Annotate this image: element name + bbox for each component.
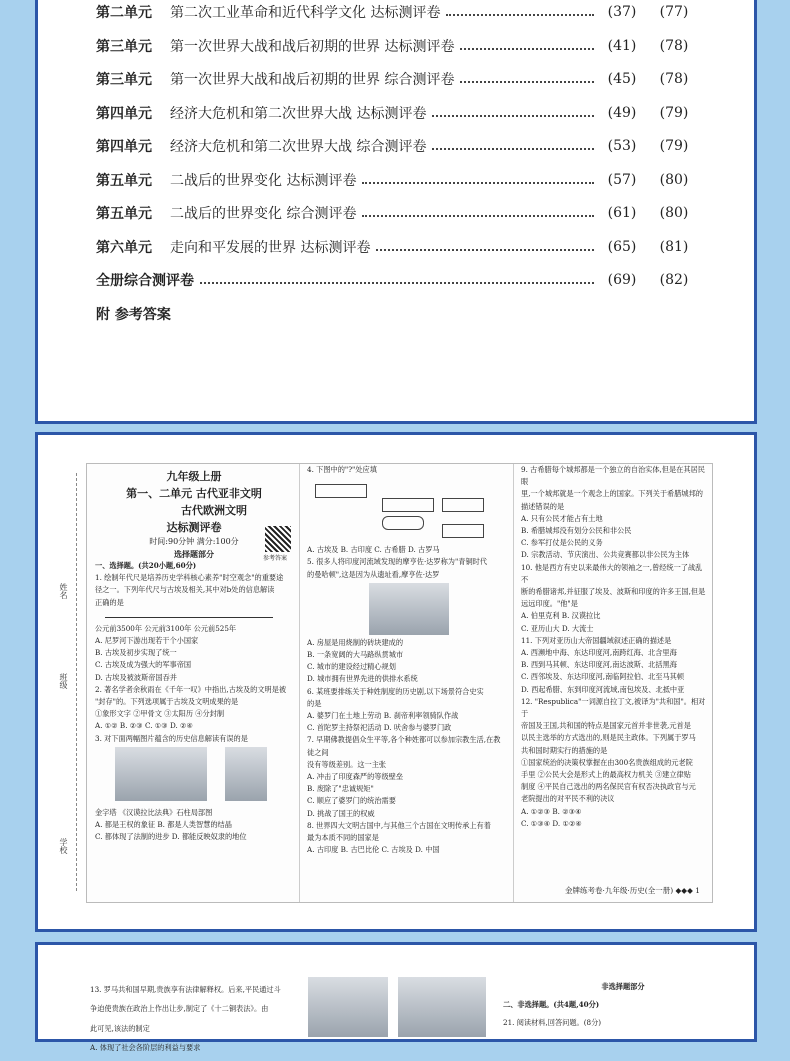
question-line: C. 城市的建设经过精心规划 bbox=[307, 662, 396, 672]
toc-final-page: (69) bbox=[607, 272, 637, 288]
toc-leader-dots bbox=[362, 215, 594, 217]
toc-answer-page: (79) bbox=[659, 138, 689, 154]
question-line: A. ①②③ B. ②③④ bbox=[521, 806, 582, 816]
qr-code[interactable] bbox=[265, 526, 291, 552]
question-line: A. 体现了社会各阶层的利益与要求 bbox=[90, 1042, 201, 1052]
col1-question-lines bbox=[95, 572, 293, 843]
question-line: D. 古埃及被波斯帝国吞并 bbox=[95, 672, 177, 682]
toc-unit: 第二单元 bbox=[96, 5, 152, 21]
exam-time: 时间:90分钟 满分:100分 bbox=[149, 537, 239, 546]
toc-title: 第二次工业革命和近代科学文化 达标测评卷 bbox=[170, 5, 441, 21]
question-line: 8. 世界四大文明古国中,与其他三个古国在文明传承上有着 bbox=[307, 820, 491, 830]
toc-title: 第一次世界大战和战后初期的世界 综合测评卷 bbox=[170, 72, 455, 88]
question-line: 此可见,该法的制定 bbox=[90, 1023, 150, 1033]
question-line: 5. 很多人将印度河流域发现的摩亨佐·达罗称为"青铜时代 bbox=[307, 557, 488, 567]
toc-row[interactable] bbox=[96, 102, 696, 124]
toc-unit: 第五单元 bbox=[96, 172, 152, 189]
toc-row[interactable] bbox=[96, 202, 696, 224]
question-line: 7. 早期佛教提倡众生平等,各个种姓都可以参加宗教生活,在教徒之间 bbox=[307, 735, 501, 757]
toc-leader-dots bbox=[446, 14, 594, 16]
toc-answer-page: (80) bbox=[659, 205, 689, 221]
question-line: D. 挑战了国王的权威 bbox=[307, 808, 375, 818]
question-line: D. 宗教活动、节庆演出、公共竞赛都以非公民为主体 bbox=[521, 550, 690, 560]
toc-leader-dots bbox=[460, 81, 594, 83]
question-line: A. 伯里克利 B. 汉谟拉比 bbox=[521, 611, 601, 621]
question-line: 断的希腊诸邦,并征服了埃及、波斯和印度的许多王国,但是 bbox=[521, 587, 706, 597]
question-line: "封存"的。下列选项属于古埃及文明成果的是 bbox=[95, 697, 239, 707]
question-line: C. 首陀罗主持祭祀活动 D. 吠舍参与婆罗门政 bbox=[307, 723, 452, 733]
question-line: 公元前3500年 公元前3100年 公元前525年 bbox=[95, 623, 237, 633]
question-line: 远远印度。"他"是 bbox=[521, 599, 578, 609]
question-line: 11. 下列对亚历山大帝国疆域叙述正确的描述是 bbox=[521, 635, 672, 645]
question-line: A. 只有公民才能占有土地 bbox=[521, 513, 603, 523]
toc-unit: 第三单元 bbox=[96, 38, 152, 55]
exam-sheet bbox=[86, 463, 713, 903]
toc-answer-page: (77) bbox=[659, 4, 689, 20]
toc-page: (57) bbox=[607, 171, 637, 188]
toc-final-answer: (82) bbox=[659, 272, 689, 288]
toc-appendix: 附 参考答案 bbox=[96, 307, 171, 323]
exam-column-3 bbox=[521, 464, 707, 830]
question-line: 径之一。下列年代尺与古埃及相关,其中对b处的信息解读 bbox=[95, 585, 275, 595]
question-line: A. 古埃及 B. 古印度 C. 古希腊 D. 古罗马 bbox=[307, 545, 440, 555]
question-line: 争迫使贵族在政治上作出让步,制定了《十二铜表法》。由 bbox=[90, 1004, 269, 1014]
question-line: C. 古埃及成为强大的军事帝国 bbox=[95, 660, 192, 670]
toc-title: 第一次世界大战和战后初期的世界 达标测评卷 bbox=[170, 38, 455, 55]
toc-title: 二战后的世界变化 综合测评卷 bbox=[170, 206, 357, 222]
question-line: B. 一条宽阔的大马路纵贯城市 bbox=[307, 650, 404, 660]
column-divider bbox=[299, 464, 300, 902]
toc-answer-page: (80) bbox=[659, 171, 689, 188]
toc-page: (37) bbox=[607, 4, 637, 20]
toc-leader-dots bbox=[376, 249, 594, 251]
toc-row[interactable] bbox=[96, 1, 696, 23]
question-line: ①象形文字 ②甲骨文 ③太阳历 ④分封制 bbox=[95, 709, 225, 719]
exam-page-scan bbox=[38, 435, 754, 929]
toc-title: 走向和平发展的世界 达标测评卷 bbox=[170, 239, 371, 256]
question-line: 正确的是 bbox=[95, 597, 124, 607]
pyramid-image bbox=[115, 747, 207, 801]
toc-unit: 第五单元 bbox=[96, 206, 152, 222]
pyramid-photo bbox=[308, 977, 388, 1037]
question-line: D. 西起希腊、东到印度河流域,南包埃及、北抵中亚 bbox=[521, 684, 685, 694]
toc-appendix-row[interactable] bbox=[96, 303, 696, 325]
toc-unit: 第六单元 bbox=[96, 239, 152, 256]
question-line: B. 废除了"忠诚规矩" bbox=[307, 784, 374, 794]
toc-page: (41) bbox=[607, 37, 637, 54]
question-line: C. 参军打仗是公民的义务 bbox=[521, 538, 603, 548]
toc-leader-dots bbox=[200, 282, 594, 284]
timeline-figure bbox=[95, 609, 293, 623]
exam-column-2 bbox=[307, 464, 505, 856]
question-line: D. 城市拥有世界先进的供排水系统 bbox=[307, 674, 418, 684]
question-line: C. 顺应了婆罗门的统治需要 bbox=[307, 796, 396, 806]
page2-question-lines bbox=[90, 984, 305, 1054]
question-line: 共和国时期实行的措施的是 bbox=[521, 745, 608, 755]
qr-caption: 参考答案 bbox=[263, 555, 288, 562]
exam-page-2-card bbox=[35, 942, 757, 1052]
question-line: 3. 对下面两幅图片蕴含的历史信息解读有误的是 bbox=[95, 733, 248, 743]
question-line: A. 冲击了印度森严的等级壁垒 bbox=[307, 772, 404, 782]
toc-page: (49) bbox=[607, 104, 637, 121]
question-line: A. 西濒地中海、东达印度河,南跨红海、北含里海 bbox=[521, 648, 677, 658]
question-line: 最为本质不同的国家是 bbox=[307, 833, 379, 843]
question-line: 4. 下图中的"?"处应填 bbox=[307, 465, 377, 474]
toc-row[interactable] bbox=[96, 68, 696, 90]
exam-unit-title: 第一、二单元 古代亚非文明 bbox=[126, 487, 262, 500]
toc-row[interactable] bbox=[96, 135, 696, 157]
question-line: C. ①③④ D. ①②④ bbox=[521, 818, 582, 828]
question-line: 9. 古希腊每个城邦都是一个独立的自治实体,但是在其居民眼 bbox=[521, 465, 705, 487]
toc-title: 二战后的世界变化 达标测评卷 bbox=[170, 172, 357, 189]
question-line: 的曼哈顿",这是因为从遗址看,摩亨佐·达罗 bbox=[307, 569, 440, 579]
question-line: A. 古印度 B. 古巴比伦 C. 古埃及 D. 中国 bbox=[307, 845, 440, 855]
toc-leader-dots bbox=[460, 48, 594, 50]
question-line: A. 都是王权的象征 B. 都是人类智慧的结晶 bbox=[95, 820, 232, 830]
toc-answer-page: (79) bbox=[659, 104, 689, 121]
question-line: 12. "Respublica"一词源自拉丁文,被译为"共和国"。相对于 bbox=[521, 696, 706, 719]
question-line: A. 尼罗河下游出现若干个小国家 bbox=[95, 636, 199, 646]
exam-page-1-card bbox=[35, 432, 757, 932]
toc-answer-page: (78) bbox=[659, 37, 689, 54]
page2-right-column bbox=[503, 981, 743, 1029]
toc-leader-dots bbox=[432, 148, 594, 150]
page2-left-column bbox=[90, 977, 305, 1061]
question-line: 2. 著名学者余秋雨在《千年一叹》中指出,古埃及的文明是被 bbox=[95, 684, 287, 694]
toc-page: (53) bbox=[607, 138, 637, 154]
strip-label-class: 班级 bbox=[59, 673, 68, 689]
exam-test-name: 达标测评卷 bbox=[166, 521, 222, 534]
exam-column-1 bbox=[95, 464, 293, 843]
colosseum-photo bbox=[398, 977, 486, 1037]
mohenjo-daro-photo bbox=[369, 583, 449, 635]
question-line: 手里 ②公民大会是形式上的最高权力机关 ③建立律贴 bbox=[521, 770, 691, 780]
question-line: 13. 罗马共和国早期,贵族享有法律解释权。后来,平民通过斗 bbox=[90, 985, 281, 995]
toc-title: 经济大危机和第二次世界大战 达标测评卷 bbox=[170, 105, 427, 122]
toc-unit: 第四单元 bbox=[96, 139, 152, 155]
toc-unit: 第三单元 bbox=[96, 72, 152, 88]
question-line: 老院提出的对平民不利的决议 bbox=[521, 794, 615, 804]
question-line: C. 西邻埃及、东达印度河,南临阿拉伯、北至马其顿 bbox=[521, 672, 685, 682]
question-4-diagram bbox=[307, 476, 505, 544]
question-line: 描述错误的是 bbox=[521, 501, 565, 511]
toc-leader-dots bbox=[432, 115, 594, 117]
col3-question-lines bbox=[521, 464, 707, 830]
page2-part-2: 二、非选择题。(共4题,40分) bbox=[503, 1000, 600, 1009]
toc-page: (61) bbox=[607, 205, 637, 221]
toc-row[interactable] bbox=[96, 35, 696, 57]
toc-answer-page: (78) bbox=[659, 71, 689, 87]
question-line: B. 西到马其顿、东达印度河,南达波斯、北括黑海 bbox=[521, 660, 677, 670]
toc-final-row[interactable] bbox=[96, 269, 696, 291]
toc-card bbox=[35, 0, 757, 424]
toc-leader-dots bbox=[362, 182, 594, 184]
toc-title: 经济大危机和第二次世界大战 综合测评卷 bbox=[170, 139, 427, 155]
question-3-images bbox=[95, 747, 293, 805]
strip-label-name: 姓名 bbox=[59, 583, 68, 599]
question-line: C. 亚历山大 D. 大流士 bbox=[521, 623, 594, 633]
question-line: A. 房屋是用烧制的砖块建成的 bbox=[307, 637, 404, 647]
toc-answer-page: (81) bbox=[659, 238, 689, 255]
question-line: 里,一个城邦就是一个观念上的国家。下列关于希腊城邦的 bbox=[521, 489, 703, 499]
toc-page: (45) bbox=[607, 71, 637, 87]
question-line: 1. 绘制年代尺是培养历史学科核心素养"时空观念"的重要途 bbox=[95, 573, 284, 583]
exam-unit-title-2: 古代欧洲文明 bbox=[181, 504, 247, 517]
question-line: 以民主选举的方式选出的,则是民主政体。下列属于罗马 bbox=[521, 733, 696, 743]
exam-footer: 金牌练考卷·九年级·历史(全一册) ◆◆◆ 1 bbox=[565, 886, 700, 895]
exam-part-1: 一、选择题。(共20小题,60分) bbox=[95, 561, 197, 570]
question-line: 没有等级差别。这一主张 bbox=[307, 759, 387, 769]
column-divider bbox=[513, 464, 514, 902]
question-line: C. 都体现了法制的进步 D. 都能反映奴隶的地位 bbox=[95, 832, 247, 842]
binding-strip bbox=[38, 463, 84, 901]
toc-final-title: 全册综合测评卷 bbox=[96, 273, 194, 289]
code-of-hammurabi-image bbox=[225, 747, 267, 801]
question-line: 10. 他是西方有史以来最伟大的领袖之一,曾经统一了战乱不 bbox=[521, 562, 703, 584]
page2-question-21: 21. 阅读材料,回答问题。(8分) bbox=[503, 1018, 602, 1027]
exam-section: 选择题部分 bbox=[174, 549, 214, 559]
strip-label-school: 学校 bbox=[59, 838, 68, 854]
toc-row[interactable] bbox=[96, 236, 696, 258]
question-line: A. ①② B. ②③ C. ①③ D. ②④ bbox=[95, 721, 193, 731]
question-line: 帝国及王国,共和国的特点是国家元首并非世袭,元首是 bbox=[521, 721, 691, 731]
page2-section-heading: 非选择题部分 bbox=[601, 982, 645, 991]
toc-unit: 第四单元 bbox=[96, 105, 152, 122]
col2-question-lines bbox=[307, 464, 505, 856]
question-line: 金字塔 《汉谟拉比法典》石柱局部图 bbox=[95, 807, 213, 817]
question-line: ①国家统治的决策权掌握在由300名贵族组成的元老院 bbox=[521, 757, 693, 767]
question-line: 6. 某班要排练关于种姓制度的历史剧,以下场景符合史实 bbox=[307, 686, 484, 696]
cut-line bbox=[76, 473, 77, 891]
exam-grade: 九年级上册 bbox=[166, 470, 222, 483]
question-line: B. 古埃及初步实现了统一 bbox=[95, 648, 177, 658]
toc-page: (65) bbox=[607, 238, 637, 255]
question-line: 的是 bbox=[307, 698, 322, 708]
toc-row[interactable] bbox=[96, 169, 696, 191]
question-line: B. 希腊城邦没有划分公民和非公民 bbox=[521, 526, 632, 536]
question-line: 制度 ④平民自己选出的两名保民官有权否决执政官与元 bbox=[521, 782, 696, 792]
question-line: A. 婆罗门在土地上劳动 B. 刹帝利率领骑队作战 bbox=[307, 711, 459, 721]
